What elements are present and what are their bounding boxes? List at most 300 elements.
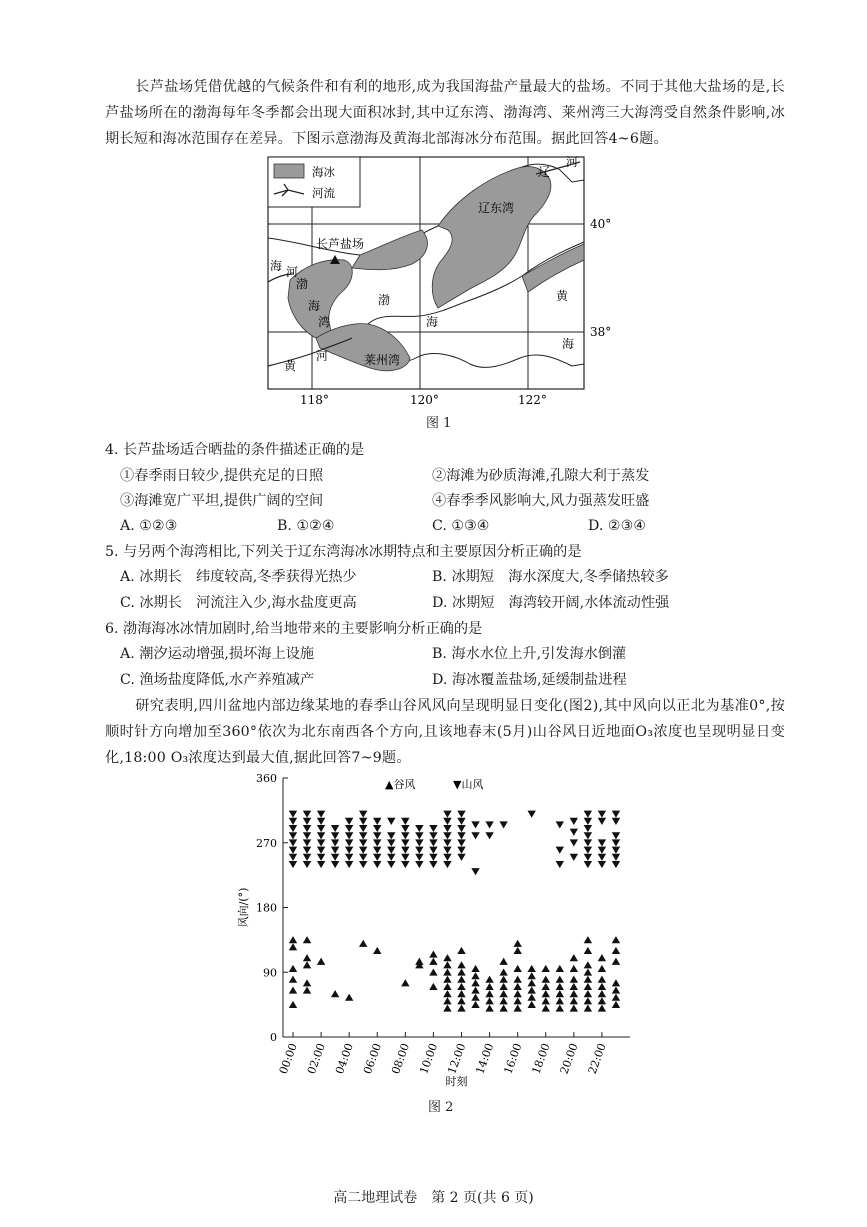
valley-wind-point — [303, 936, 311, 943]
x-tick-label: 10:00 — [417, 1041, 441, 1076]
mountain-wind-point — [303, 818, 311, 825]
mountain-wind-point — [303, 825, 311, 832]
mountain-wind-point — [345, 847, 353, 854]
intro-paragraph-1 — [105, 74, 785, 152]
mountain-wind-point — [317, 818, 325, 825]
valley-wind-point — [598, 976, 606, 983]
mountain-wind-point — [317, 854, 325, 861]
valley-wind-point — [443, 976, 451, 983]
question-6-stem: 6. 渤海海冰冰情加剧时,给当地带来的主要影响分析正确的是 — [105, 621, 483, 637]
mountain-wind-point — [415, 832, 423, 839]
valley-wind-point — [289, 1001, 297, 1008]
mountain-wind-point — [429, 839, 437, 846]
mountain-wind-point — [373, 847, 381, 854]
label-lat-38: 38° — [590, 325, 612, 339]
valley-wind-point — [542, 965, 550, 972]
valley-wind-point — [499, 983, 507, 990]
valley-wind-point — [317, 958, 325, 965]
valley-wind-point — [513, 940, 521, 947]
x-tick-label: 06:00 — [361, 1041, 385, 1076]
valley-wind-point — [513, 976, 521, 983]
mountain-wind-point — [289, 861, 297, 868]
valley-wind-point — [345, 994, 353, 1001]
q6-option-a[interactable]: A. 潮汐运动增强,损坏海上设施 — [120, 646, 315, 662]
valley-wind-point — [584, 997, 592, 1004]
mountain-wind-point — [387, 839, 395, 846]
label-he-bottom: 河 — [316, 349, 329, 363]
legend-valley-wind: ▲谷风 — [385, 778, 416, 791]
q5-option-c[interactable]: C. 冰期长 河流注入少,海水盐度更高 — [120, 595, 357, 611]
x-tick-label: 14:00 — [473, 1041, 497, 1076]
valley-wind-point — [570, 954, 578, 961]
mountain-wind-point — [457, 854, 465, 861]
valley-wind-point — [373, 947, 381, 954]
q4-statement-1: ①春季雨日较少,提供充足的日照 — [120, 468, 324, 484]
mountain-wind-point — [387, 861, 395, 868]
valley-wind-point — [457, 976, 465, 983]
mountain-wind-point — [289, 825, 297, 832]
mountain-wind-point — [317, 839, 325, 846]
valley-wind-point — [584, 983, 592, 990]
y-tick-label: 360 — [256, 772, 277, 785]
mountain-wind-point — [359, 818, 367, 825]
label-wan-1: 湾 — [318, 315, 331, 329]
mountain-wind-point — [289, 854, 297, 861]
mountain-wind-point — [471, 868, 479, 875]
mountain-wind-point — [345, 839, 353, 846]
mountain-wind-point — [612, 854, 620, 861]
valley-wind-point — [513, 965, 521, 972]
x-tick-label: 08:00 — [389, 1041, 413, 1076]
valley-wind-point — [542, 1004, 550, 1011]
mountain-wind-point — [429, 832, 437, 839]
mountain-wind-point — [345, 818, 353, 825]
mountain-wind-point — [584, 832, 592, 839]
mountain-wind-point — [457, 832, 465, 839]
mountain-wind-point — [373, 861, 381, 868]
mountain-wind-point — [289, 839, 297, 846]
valley-wind-point — [542, 976, 550, 983]
valley-wind-point — [499, 958, 507, 965]
mountain-wind-point — [443, 832, 451, 839]
valley-wind-point — [528, 972, 536, 979]
mountain-wind-point — [359, 861, 367, 868]
mountain-wind-point — [331, 847, 339, 854]
mountain-wind-point — [556, 861, 564, 868]
mountain-wind-point — [556, 847, 564, 854]
mountain-wind-point — [303, 847, 311, 854]
label-laizhou-bay: 莱州湾 — [364, 353, 401, 367]
valley-wind-point — [584, 936, 592, 943]
mountain-wind-point — [443, 818, 451, 825]
yellow-sea-north-ice — [522, 244, 584, 292]
figure-2-wind-chart — [225, 770, 645, 1090]
valley-wind-point — [598, 990, 606, 997]
mountain-wind-point — [359, 839, 367, 846]
y-tick-label: 180 — [256, 901, 277, 915]
mountain-wind-point — [612, 811, 620, 818]
valley-wind-point — [471, 1001, 479, 1008]
mountain-wind-point — [387, 818, 395, 825]
mountain-wind-point — [331, 854, 339, 861]
mountain-wind-point — [429, 825, 437, 832]
mountain-wind-point — [598, 839, 606, 846]
mountain-wind-point — [387, 854, 395, 861]
y-tick-label: 270 — [256, 836, 277, 850]
valley-wind-point — [598, 954, 606, 961]
valley-wind-point — [612, 994, 620, 1001]
y-tick-label: 90 — [263, 966, 277, 980]
valley-wind-point — [289, 976, 297, 983]
valley-wind-point — [584, 990, 592, 997]
valley-wind-point — [612, 936, 620, 943]
mountain-wind-point — [584, 847, 592, 854]
mountain-wind-point — [359, 847, 367, 854]
mountain-wind-point — [499, 821, 507, 828]
mountain-wind-point — [598, 854, 606, 861]
mountain-wind-point — [401, 861, 409, 868]
mountain-wind-point — [415, 861, 423, 868]
mountain-wind-point — [429, 847, 437, 854]
valley-wind-point — [443, 1004, 451, 1011]
q4-option-c[interactable]: C. ①③④ — [432, 518, 490, 534]
valley-wind-point — [556, 976, 564, 983]
label-he-left: 河 — [286, 265, 299, 279]
mountain-wind-point — [289, 847, 297, 854]
mountain-wind-point — [373, 854, 381, 861]
mountain-wind-point — [443, 811, 451, 818]
mountain-wind-point — [415, 825, 423, 832]
label-liao: 辽 — [538, 165, 551, 179]
intro-paragraph-2 — [105, 693, 785, 771]
valley-wind-point — [457, 947, 465, 954]
label-he-top: 河 — [566, 155, 579, 169]
valley-wind-point — [485, 1004, 493, 1011]
q6-option-d[interactable]: D. 海冰覆盖盐场,延缓制盐进程 — [432, 672, 627, 688]
label-liaodong-bay: 辽东湾 — [478, 201, 515, 215]
valley-wind-point — [471, 986, 479, 993]
mountain-wind-point — [401, 832, 409, 839]
x-tick-label: 16:00 — [501, 1041, 525, 1076]
label-hai-2: 海 — [426, 315, 439, 329]
valley-wind-point — [584, 961, 592, 968]
mountain-wind-point — [612, 847, 620, 854]
mountain-wind-point — [303, 811, 311, 818]
valley-wind-point — [528, 1001, 536, 1008]
valley-wind-point — [570, 997, 578, 1004]
valley-wind-point — [303, 986, 311, 993]
mountain-wind-point — [429, 861, 437, 868]
valley-wind-point — [556, 965, 564, 972]
x-tick-label: 00:00 — [276, 1041, 300, 1076]
label-huang-bottom: 黄 — [284, 359, 297, 373]
valley-wind-point — [570, 1004, 578, 1011]
mountain-wind-point — [359, 825, 367, 832]
q5-option-d[interactable]: D. 冰期短 海湾较开阔,水体流动性强 — [432, 595, 670, 611]
valley-wind-point — [429, 950, 437, 957]
label-hai-left: 海 — [270, 259, 283, 273]
valley-wind-point — [289, 936, 297, 943]
valley-wind-point — [443, 983, 451, 990]
mountain-wind-point — [387, 847, 395, 854]
valley-wind-point — [401, 979, 409, 986]
y-axis-label: 风向/(°) — [237, 887, 250, 928]
valley-wind-point — [584, 968, 592, 975]
mountain-wind-point — [317, 847, 325, 854]
label-hai-1: 海 — [308, 299, 321, 313]
valley-wind-point — [485, 983, 493, 990]
mountain-wind-point — [528, 811, 536, 818]
mountain-wind-point — [359, 832, 367, 839]
intro-text-2: 研究表明,四川盆地内部边缘某地的春季山谷风风向呈现明显日变化(图2),其中风向以正北为基准0°,按顺时针方向增加至360°依次为北东南西各个方向,且该地春末(5月)山谷风日近地面O₃浓度也呈现明显日变化,18:00 O₃浓度达到最大值,据此回答7~9题。 — [105, 698, 785, 766]
x-tick-label: 18:00 — [529, 1041, 553, 1076]
valley-wind-point — [528, 979, 536, 986]
mountain-wind-point — [373, 839, 381, 846]
mountain-wind-point — [598, 861, 606, 868]
valley-wind-point — [457, 961, 465, 968]
mountain-wind-point — [317, 861, 325, 868]
mountain-wind-point — [584, 861, 592, 868]
valley-wind-point — [443, 954, 451, 961]
mountain-wind-point — [570, 839, 578, 846]
label-lon-120: 120° — [410, 393, 439, 407]
x-tick-label: 04:00 — [332, 1041, 356, 1076]
valley-wind-point — [556, 1004, 564, 1011]
mountain-wind-point — [387, 832, 395, 839]
figure-1-caption: 图 1 — [426, 416, 452, 431]
mountain-wind-point — [584, 854, 592, 861]
mountain-wind-point — [584, 825, 592, 832]
mountain-wind-point — [317, 811, 325, 818]
valley-wind-point — [303, 961, 311, 968]
label-bo-2: 渤 — [378, 293, 391, 307]
mountain-wind-point — [415, 839, 423, 846]
valley-wind-point — [457, 990, 465, 997]
mountain-wind-point — [331, 832, 339, 839]
mountain-wind-point — [415, 847, 423, 854]
legend-mountain-wind: ▼山风 — [453, 778, 484, 791]
valley-wind-point — [457, 983, 465, 990]
mountain-wind-point — [485, 832, 493, 839]
mountain-wind-point — [345, 825, 353, 832]
valley-wind-point — [443, 968, 451, 975]
mountain-wind-point — [570, 829, 578, 836]
mountain-wind-point — [443, 861, 451, 868]
valley-wind-point — [528, 965, 536, 972]
valley-wind-point — [528, 994, 536, 1001]
valley-wind-point — [331, 990, 339, 997]
mountain-wind-point — [612, 832, 620, 839]
mountain-wind-point — [331, 825, 339, 832]
valley-wind-point — [598, 1004, 606, 1011]
valley-wind-point — [499, 968, 507, 975]
valley-wind-point — [457, 1004, 465, 1011]
q4-statement-3: ③海滩宽广平坦,提供广阔的空间 — [120, 493, 324, 509]
mountain-wind-point — [471, 821, 479, 828]
mountain-wind-point — [289, 818, 297, 825]
q5-option-b[interactable]: B. 冰期短 海水深度大,冬季储热较多 — [432, 569, 669, 585]
valley-wind-point — [457, 997, 465, 1004]
mountain-wind-point — [584, 839, 592, 846]
valley-wind-point — [485, 997, 493, 1004]
mountain-wind-point — [443, 839, 451, 846]
valley-wind-point — [584, 1004, 592, 1011]
mountain-wind-point — [443, 854, 451, 861]
valley-wind-point — [303, 979, 311, 986]
valley-wind-point — [289, 943, 297, 950]
valley-wind-point — [471, 994, 479, 1001]
mountain-wind-point — [612, 861, 620, 868]
valley-wind-point — [415, 958, 423, 965]
valley-wind-point — [499, 1004, 507, 1011]
valley-wind-point — [443, 997, 451, 1004]
valley-wind-point — [542, 997, 550, 1004]
label-hai-right: 海 — [562, 337, 575, 351]
mountain-wind-point — [401, 839, 409, 846]
label-lat-40: 40° — [590, 217, 612, 231]
valley-wind-point — [612, 1001, 620, 1008]
valley-wind-point — [528, 986, 536, 993]
valley-wind-point — [289, 986, 297, 993]
mountain-wind-point — [401, 818, 409, 825]
mountain-wind-point — [345, 832, 353, 839]
page-footer: 高二地理试卷 第 2 页(共 6 页) — [333, 1190, 534, 1206]
valley-wind-point — [499, 997, 507, 1004]
valley-wind-point — [612, 947, 620, 954]
x-axis-label: 时刻 — [445, 1075, 468, 1088]
valley-wind-point — [513, 947, 521, 954]
valley-wind-point — [556, 983, 564, 990]
mountain-wind-point — [289, 811, 297, 818]
q4-option-b[interactable]: B. ①②④ — [277, 518, 335, 534]
x-tick-label: 20:00 — [557, 1041, 581, 1076]
mountain-wind-point — [612, 839, 620, 846]
label-lon-118: 118° — [300, 393, 329, 407]
mountain-wind-point — [556, 821, 564, 828]
valley-wind-point — [542, 983, 550, 990]
chart-legend — [385, 778, 483, 791]
valley-wind-point — [542, 990, 550, 997]
x-tick-label: 22:00 — [585, 1041, 609, 1076]
x-tick-label: 12:00 — [445, 1041, 469, 1076]
valley-wind-point — [612, 986, 620, 993]
valley-wind-point — [570, 983, 578, 990]
mountain-wind-point — [373, 832, 381, 839]
mountain-wind-point — [457, 811, 465, 818]
valley-wind-point — [471, 965, 479, 972]
label-lon-122: 122° — [518, 393, 547, 407]
valley-wind-point — [513, 1004, 521, 1011]
question-4-stem: 4. 长芦盐场适合晒盐的条件描述正确的是 — [105, 442, 365, 458]
mountain-wind-point — [303, 854, 311, 861]
mountain-wind-point — [429, 854, 437, 861]
legend-ice-label: 海冰 — [312, 165, 335, 179]
mountain-wind-point — [303, 861, 311, 868]
chart-marks — [289, 811, 620, 1012]
valley-wind-point — [612, 958, 620, 965]
valley-wind-point — [598, 983, 606, 990]
valley-wind-point — [513, 983, 521, 990]
mountain-wind-point — [401, 825, 409, 832]
q5-option-a[interactable]: A. 冰期长 纬度较高,冬季获得光热少 — [120, 569, 357, 585]
valley-wind-point — [429, 968, 437, 975]
mountain-wind-point — [457, 847, 465, 854]
mountain-wind-point — [331, 861, 339, 868]
valley-wind-point — [485, 976, 493, 983]
mountain-wind-point — [373, 825, 381, 832]
valley-wind-point — [443, 961, 451, 968]
mountain-wind-point — [471, 832, 479, 839]
valley-wind-point — [598, 965, 606, 972]
valley-wind-point — [289, 965, 297, 972]
valley-wind-point — [457, 968, 465, 975]
mountain-wind-point — [443, 847, 451, 854]
mountain-wind-point — [584, 818, 592, 825]
mountain-wind-point — [359, 811, 367, 818]
q4-option-a[interactable]: A. ①②③ — [120, 518, 178, 534]
mountain-wind-point — [598, 818, 606, 825]
mountain-wind-point — [457, 818, 465, 825]
mountain-wind-point — [457, 839, 465, 846]
mountain-wind-point — [345, 854, 353, 861]
valley-wind-point — [471, 979, 479, 986]
mountain-wind-point — [331, 839, 339, 846]
valley-wind-point — [513, 997, 521, 1004]
mountain-wind-point — [401, 854, 409, 861]
mountain-wind-point — [598, 811, 606, 818]
valley-wind-point — [471, 972, 479, 979]
mountain-wind-point — [317, 832, 325, 839]
valley-wind-point — [359, 940, 367, 947]
valley-wind-point — [485, 990, 493, 997]
valley-wind-point — [513, 990, 521, 997]
valley-wind-point — [612, 979, 620, 986]
valley-wind-point — [429, 958, 437, 965]
mountain-wind-point — [317, 825, 325, 832]
valley-wind-point — [499, 990, 507, 997]
q4-statement-4: ④春季季风影响大,风力强蒸发旺盛 — [432, 493, 650, 509]
y-tick-label: 0 — [270, 1031, 277, 1044]
mountain-wind-point — [303, 839, 311, 846]
q6-option-b[interactable]: B. 海水水位上升,引发海水倒灌 — [432, 646, 627, 662]
mountain-wind-point — [345, 861, 353, 868]
valley-wind-point — [570, 976, 578, 983]
sea-ice-legend-swatch — [274, 164, 304, 178]
valley-wind-point — [598, 997, 606, 1004]
figure-2-caption: 图 2 — [428, 1100, 454, 1115]
mountain-wind-point — [598, 847, 606, 854]
valley-wind-point — [570, 965, 578, 972]
valley-wind-point — [556, 997, 564, 1004]
label-bo-1: 渤 — [296, 277, 309, 291]
mountain-wind-point — [612, 818, 620, 825]
mountain-wind-point — [415, 854, 423, 861]
figure-1-map — [260, 152, 620, 422]
valley-wind-point — [303, 954, 311, 961]
mountain-wind-point — [289, 832, 297, 839]
q4-statement-2: ②海滩为砂质海滩,孔隙大利于蒸发 — [432, 468, 650, 484]
mountain-wind-point — [401, 847, 409, 854]
mountain-wind-point — [584, 811, 592, 818]
q4-option-d[interactable]: D. ②③④ — [588, 518, 647, 534]
mountain-wind-point — [485, 821, 493, 828]
valley-wind-point — [584, 947, 592, 954]
q6-option-c[interactable]: C. 渔场盐度降低,水产养殖减产 — [120, 672, 315, 688]
mountain-wind-point — [373, 818, 381, 825]
mountain-wind-point — [303, 832, 311, 839]
valley-wind-point — [570, 990, 578, 997]
mountain-wind-point — [570, 854, 578, 861]
